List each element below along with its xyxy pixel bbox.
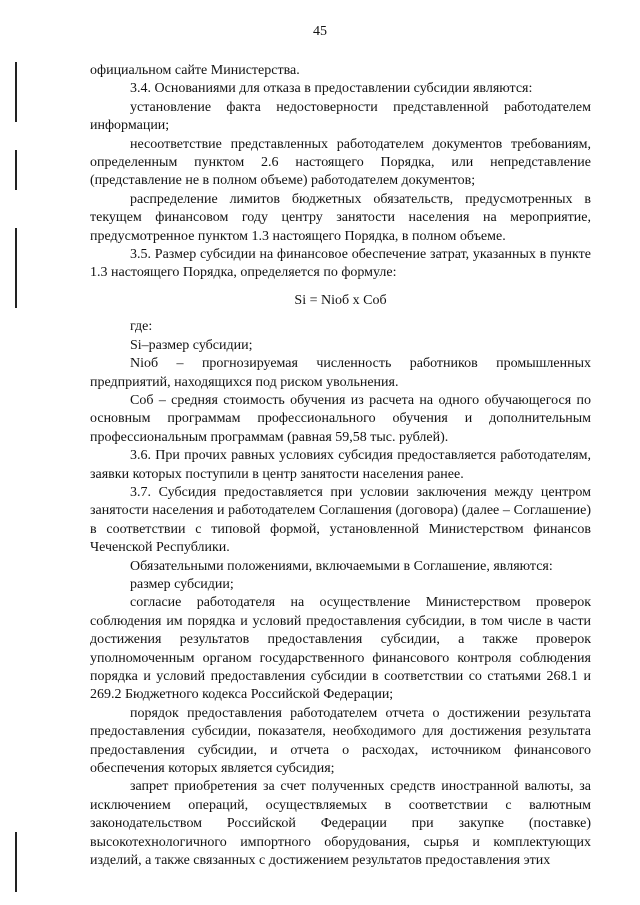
paragraph: Nioб – прогнозируемая численность работников промышленных предприятий, находящихся под риском увольнения. [90, 356, 591, 390]
page-number: 45 [313, 24, 327, 39]
paragraph: 3.7. Субсидия предоставляется при условии заключения между центром занятости населения и работодателем Соглашения (договора) (далее – Соглашение) в соответствии с типовой формой, установленной Министерством финансов Чеченской Республики. [90, 484, 591, 556]
subsidy-formula: Si = Nioб x Соб [294, 292, 387, 308]
paragraph: где: [130, 319, 153, 335]
paragraph: 3.5. Размер субсидии на финансовое обеспечение затрат, указанных в пункте 1.3 настоящего Порядка, определяется по формуле: [90, 247, 591, 281]
paragraph: размер субсидии; [130, 576, 234, 592]
paragraph: Обязательными положениями, включаемыми в Соглашение, являются: [130, 558, 553, 574]
paragraph: распределение лимитов бюджетных обязательств, предусмотренных в текущем финансовом году центру занятости населения на мероприятие, предусмотренное пунктом 1.3 настоящего Порядка, в полном объеме. [90, 191, 591, 244]
paragraph: запрет приобретения за счет полученных средств иностранной валюты, за исключением операций, осуществляемых в соответствии с валютным законодательством Российской Федерации при закупке (поставке) высокотехнологичного импортного оборудования, сырья и комплектующих изделий, а также связанных с достижением результатов предоставления этих [90, 779, 591, 869]
left-margin-mark [15, 62, 17, 122]
paragraph: Соб – средняя стоимость обучения из расчета на одного обучающегося по основным программам профессионального обучения и дополнительным профессиональным программам (равная 59,58 тыс. рублей). [90, 392, 591, 445]
paragraph: несоответствие представленных работодателем документов требованиям, определенным пунктом 2.6 настоящего Порядка, или непредставление (представление не в полном объеме) работодателем документов; [90, 136, 591, 189]
paragraph: порядок предоставления работодателем отчета о достижении результата предоставления субсидии, показателя, необходимого для достижения результата предоставления субсидии, и отчета о расходах, источником финансового обеспечения которых является субсидия; [90, 705, 591, 777]
left-margin-mark [15, 228, 17, 308]
left-margin-mark [15, 150, 17, 190]
paragraph: 3.4. Основаниями для отказа в предоставлении субсидии являются: [130, 81, 533, 97]
paragraph: официальном сайте Министерства. [90, 63, 300, 78]
left-margin-mark [15, 832, 17, 892]
paragraph: установление факта недостоверности представленной работодателем информации; [90, 99, 591, 134]
paragraph: согласие работодателя на осуществление Министерством проверок соблюдения им порядка и условий предоставления субсидии, в том числе в части достижения результатов предоставления субсидии, а также проверок уполномоченным органом государственного финансового контроля соблюдения порядка и условий предоставления субсидии в соответствии со статьями 268.1 и 269.2 Бюджетного кодекса Российской Федерации; [90, 595, 591, 703]
paragraph: 3.6. При прочих равных условиях субсидия предоставляется работодателям, заявки которых поступили в центр занятости населения ранее. [90, 448, 591, 482]
document-body [90, 62, 591, 870]
paragraph: Si–размер субсидии; [130, 337, 253, 353]
